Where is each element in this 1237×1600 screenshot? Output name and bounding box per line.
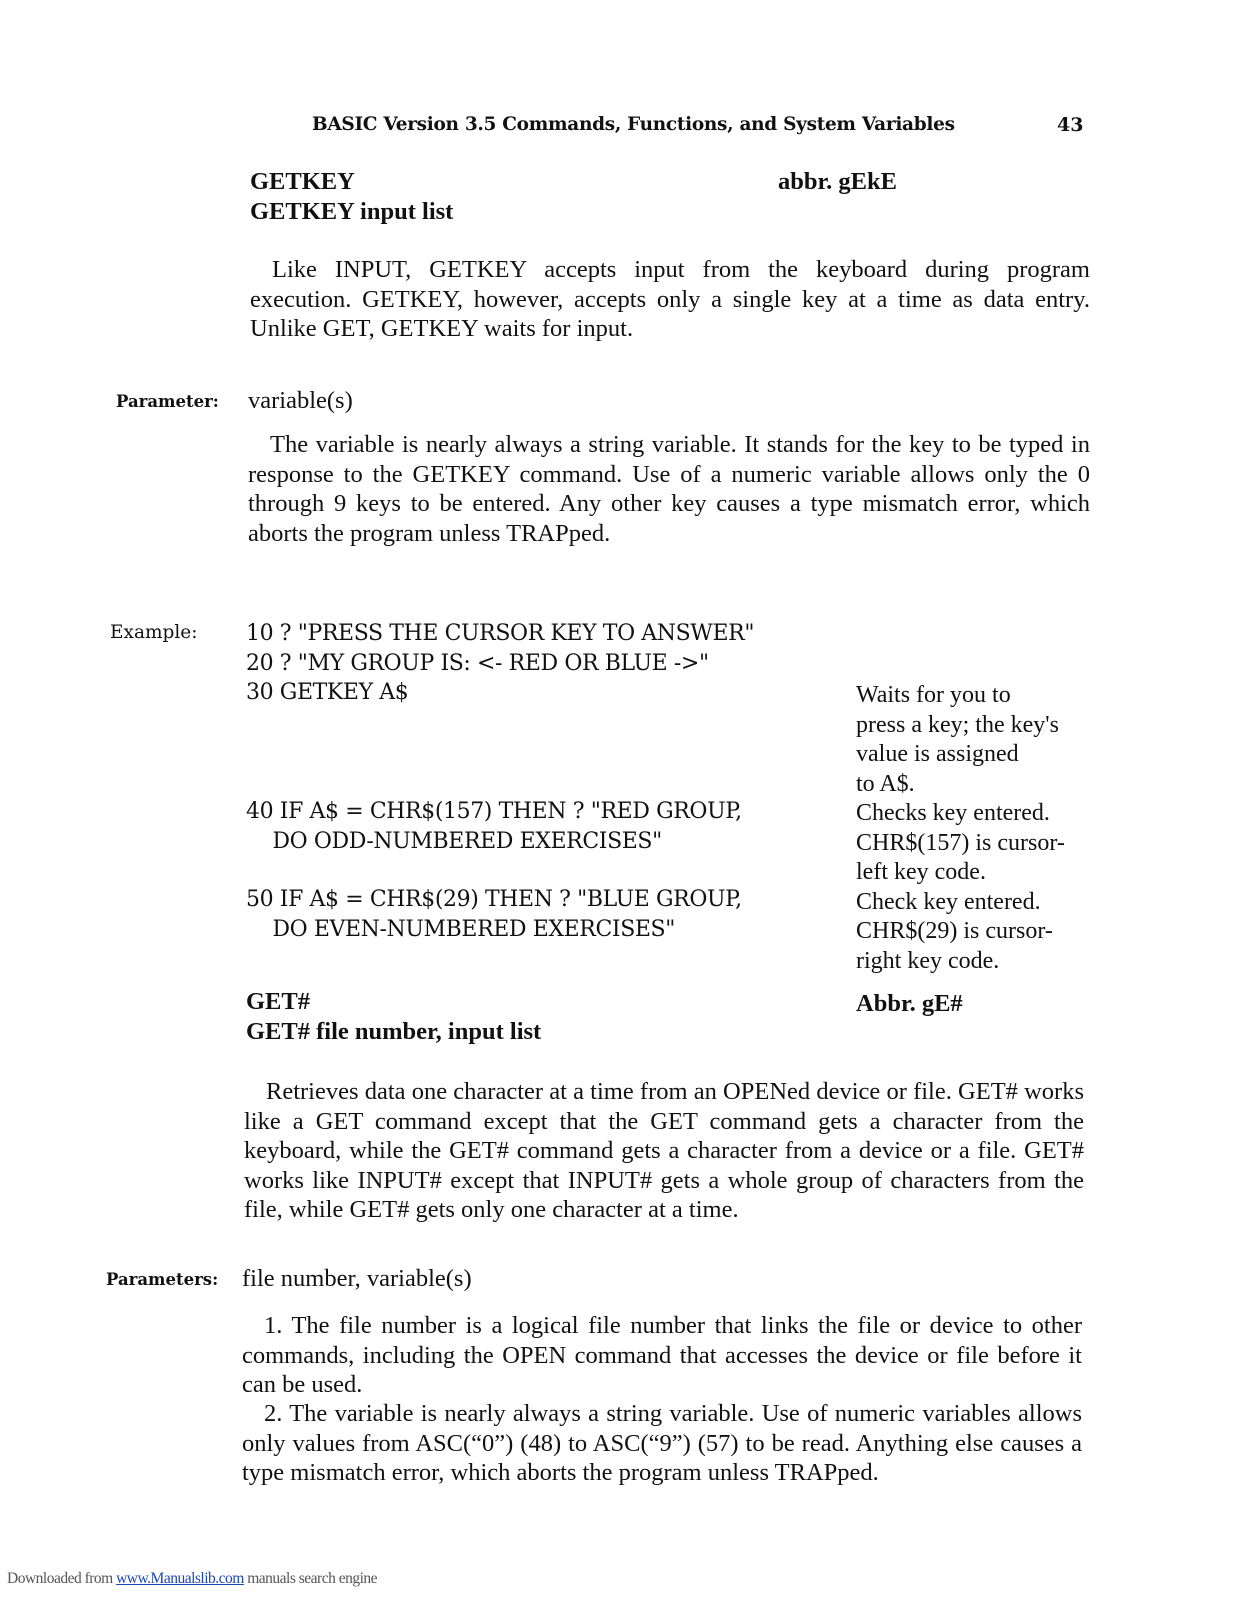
note-line: press a key; the key's: [856, 711, 1059, 738]
note-line: Check key entered.: [856, 888, 1041, 915]
code-line: 20 ? "MY GROUP IS: <- RED OR BLUE ->": [246, 650, 709, 676]
getkey-command-name: GETKEY: [250, 168, 355, 195]
note-line: Waits for you to: [856, 682, 1011, 708]
parameters-label: Parameters:: [106, 1270, 219, 1289]
getfile-syntax: GET# file number, input list: [246, 1018, 542, 1045]
code-line: 40 IF A$ = CHR$(157) THEN ? "RED GROUP,: [246, 799, 742, 824]
code-line: 10 ? "PRESS THE CURSOR KEY TO ANSWER": [246, 621, 755, 646]
code-line: 30 GETKEY A$: [246, 680, 409, 705]
download-footer: [7, 1570, 377, 1588]
parameter-description: The variable is nearly always a string variable. It stands for the key to be typed in response to the GETKEY command. Use of a numeric variable allows only the 0 through 9 keys to be entered. Any other key causes a type mismatch error, which aborts the program unless TRAPped.: [248, 431, 1090, 547]
footer-suffix: manuals search engine: [243, 1570, 378, 1587]
getfile-command-name: GET#: [246, 988, 310, 1015]
parameter-value: variable(s): [248, 387, 353, 414]
getfile-description: Retrieves data one character at a time from an OPENed device or file. GET# works like a GET command except that the GET command gets a character from the keyboard, while the GET# command gets a character from a device or a file. GET# works like INPUT# except that INPUT# gets a whole group of characters from the file, while GET# gets only one character at a time.: [244, 1078, 1084, 1223]
code-listing-cont2: [246, 885, 742, 944]
note-line: CHR$(29) is cursor-: [856, 918, 1053, 944]
code-listing-cont: [246, 797, 742, 856]
running-header: BASIC Version 3.5 Commands, Functions, and System Variables: [312, 114, 955, 135]
parameters-value: file number, variable(s): [242, 1265, 472, 1292]
getkey-description: Like INPUT, GETKEY accepts input from the keyboard during program execution. GETKEY, however, accepts only a single key at a time as data entry. Unlike GET, GETKEY waits for input.: [250, 256, 1090, 342]
parameter-item-1: 1. The file number is a logical file number that links the file or device to other commands, including the OPEN command that accesses the device or file before it can be used.: [242, 1312, 1082, 1398]
code-notes: [856, 681, 1065, 976]
footer-prefix: Downloaded from: [7, 1570, 117, 1587]
getkey-abbreviation: abbr. gEkE: [778, 168, 897, 195]
note-line: value is assigned: [856, 741, 1019, 767]
page-number: 43: [1057, 114, 1084, 136]
note-line: left key code.: [856, 859, 986, 885]
example-label: Example:: [110, 622, 198, 643]
note-line: to A$.: [856, 770, 915, 797]
note-line: right key code.: [856, 947, 1000, 974]
code-line: DO EVEN-NUMBERED EXERCISES": [246, 916, 675, 942]
code-listing: [246, 619, 754, 708]
note-line: Checks key entered.: [856, 800, 1050, 826]
parameter-label: Parameter:: [116, 392, 219, 411]
code-line: 50 IF A$ = CHR$(29) THEN ? "BLUE GROUP,: [246, 887, 742, 912]
parameter-item-2: 2. The variable is nearly always a string variable. Use of numeric variables allows only values from ASC(“0”) (48) to ASC(“9”) (57) to be read. Anything else causes a type mismatch error, which aborts the program unless TRAPped.: [242, 1400, 1082, 1486]
note-line: CHR$(157) is cursor-: [856, 829, 1065, 856]
manualslib-link[interactable]: www.Manualslib.com: [116, 1570, 244, 1587]
getfile-abbreviation: Abbr. gE#: [856, 990, 963, 1017]
getkey-syntax: GETKEY input list: [250, 198, 454, 225]
code-line: DO ODD-NUMBERED EXERCISES": [246, 828, 662, 854]
